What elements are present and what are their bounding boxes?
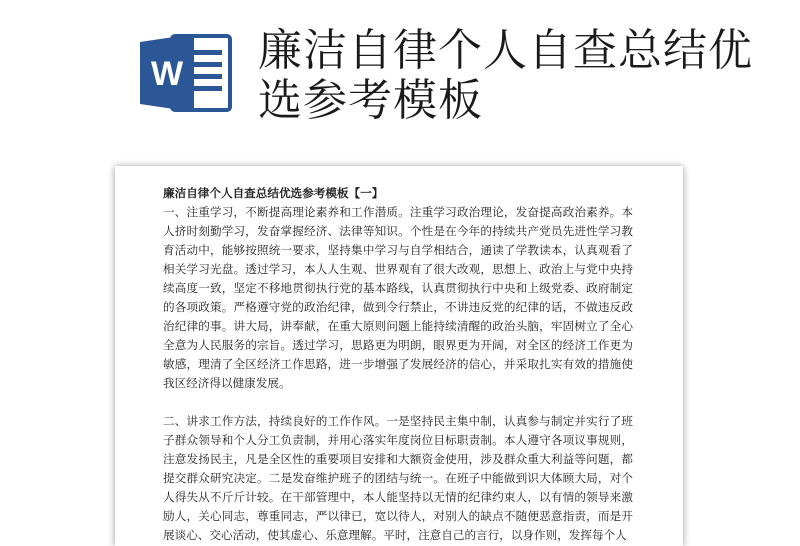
document-heading: 廉洁自律个人自查总结优选参考模板【一】 (163, 186, 384, 200)
header (0, 0, 800, 150)
paragraph-spacer (163, 393, 633, 412)
page-title: 廉洁自律个人自查总结优选参考模板 (258, 25, 753, 126)
word-doc-icon (138, 30, 234, 116)
document-body (163, 184, 633, 545)
paragraph-1: 一、注重学习，不断提高理论素养和工作潜质。注重学习政治理论，发奋提高政治素养。本人挤时刻勤学习，发奋掌握经济、法律等知识。个性是在今年的持续共产党员先进性学习教育活动中，能够按照统一要求，坚持集中学习与自学相结合，通读了学教读本，认真观看了相关学习光盘。透过学习，本人人生观、世界观有了很大改观，思想上、政治上与党中央持续高度一致，坚定不移地贯彻执行党的基本路线，认真贯彻执行中央和上级党委、政府制定的各项政策。严格遵守党的政治纪律，做到令行禁止，不讲违反党的纪律的话，不做违反政治纪律的事。讲大局，讲奉献，在重大原则问题上能持续清醒的政治头脑，牢固树立了全心全意为人民服务的宗旨。透过学习，思路更为明朗，眼界更为开阔，对全区的经济工作更为敏感，理清了全区经济工作思路，进一步增强了发展经济的信心，并采取扎实有效的措施使我区经济得以健康发展。 (163, 205, 633, 390)
paragraph-2: 二、讲求工作方法，持续良好的工作作风。一是坚持民主集中制，认真参与制定并实行了班子群众领导和个人分工负责制，并用心落实年度岗位目标职责制。本人遵守各项议事规则，注意发扬民主，凡是全区性的重要项目安排和大额资金使用，涉及群众重大利益等问题，都提交群众研究决定。二是发奋维护班子的团结与统一。在班子中能做到识大体顾大局，对个人得失从不斤斤计较。在干部管理中，本人能坚持以无情的纪律约束人，以有情的领导来激励人，关心同志，尊重同志，严以律已，宽以待人，对别人的缺点不随便恶意指责，而是开展谈心、交心活动，使其虚心、乐意理解。平时，注意自己的言行，以身作则，发挥每个人 (163, 414, 633, 542)
document-page (115, 166, 683, 546)
word-letter: W (150, 55, 184, 93)
